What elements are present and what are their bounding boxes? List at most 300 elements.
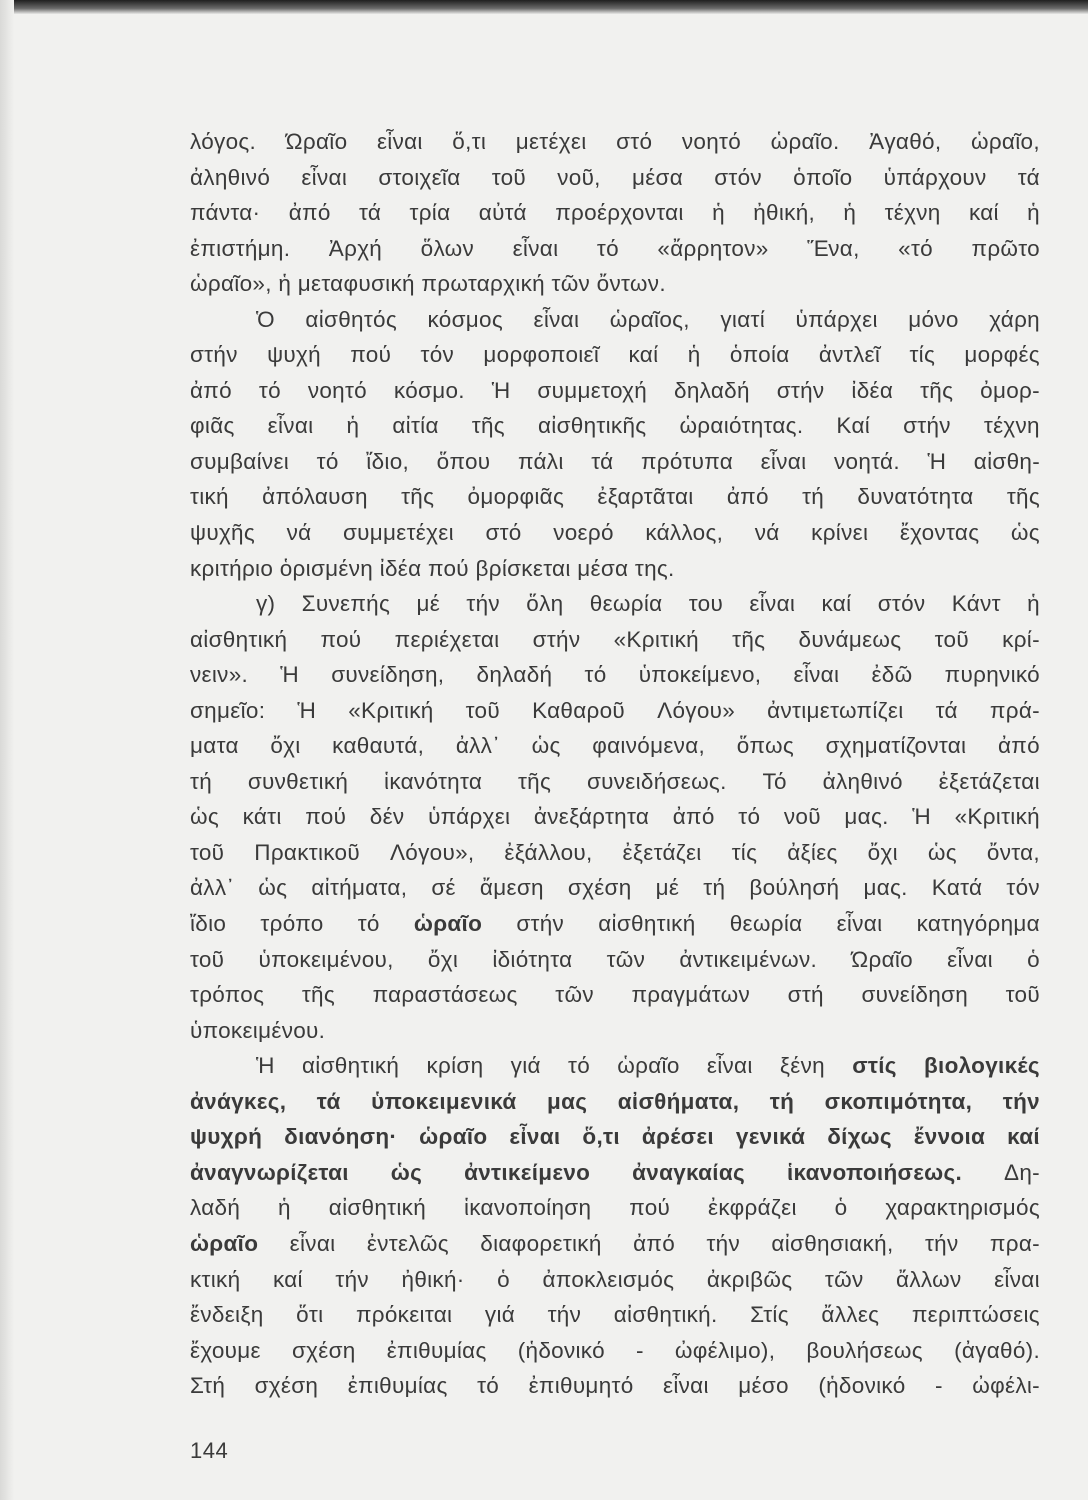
text-word: βρίσκεται — [475, 555, 571, 581]
text-word: Ἡ — [256, 1053, 275, 1079]
text-line — [190, 1297, 1040, 1333]
text-word: στήν — [516, 911, 565, 937]
text-word: δυνάμεως — [798, 626, 902, 652]
text-word: αἰσθητική — [190, 626, 288, 652]
text-word: Πρακτικοῦ — [254, 839, 360, 865]
text-line — [190, 1155, 1040, 1191]
text-word: πού — [305, 804, 347, 830]
text-word: νοερό — [553, 520, 614, 546]
text-word: ψυχή — [267, 342, 321, 368]
text-word: τῆς — [471, 413, 505, 439]
text-word: τοῦ — [1005, 982, 1040, 1008]
text-word: φαινόμενα, — [592, 733, 706, 759]
text-word: ἀπό — [288, 200, 331, 226]
text-word: σχέση — [291, 1337, 356, 1363]
text-word: ὅ,τι — [452, 129, 487, 154]
text-word: ἔχοντας — [899, 520, 980, 546]
text-word: ὡραῖο, — [970, 129, 1040, 154]
text-word: θεωρία — [729, 911, 803, 937]
text-word: τό — [568, 1053, 591, 1079]
text-word: τίς — [909, 342, 936, 368]
text-word: ὑποκειμενικά — [371, 1088, 517, 1114]
text-word: Ἕνα, — [807, 235, 860, 261]
text-word: κάλλος, — [645, 520, 724, 546]
text-word: ὁ — [497, 1266, 510, 1292]
text-word: ὡς — [927, 839, 957, 865]
text-word: τό — [596, 235, 619, 261]
text-word: τά — [316, 1088, 341, 1114]
text-word: Δη- — [1004, 1159, 1040, 1185]
text-word: μέ — [655, 875, 680, 901]
text-word: Λόγου», — [389, 839, 475, 865]
text-word: ἀναγνωρίζεται — [190, 1159, 349, 1185]
text-word: βιολογικές — [924, 1053, 1040, 1079]
text-word: στήν — [903, 413, 951, 439]
text-word: ὡραῖο — [419, 1124, 488, 1150]
text-word: πρόκειται — [355, 1302, 453, 1328]
text-word: Ώραῖο — [285, 129, 348, 154]
text-word: πού — [350, 342, 392, 368]
text-word: μεταφυσική — [297, 271, 415, 297]
text-word: αἰσθητική — [328, 1195, 427, 1221]
text-word: Κάντ — [951, 591, 1001, 617]
text-line — [190, 1119, 1040, 1155]
text-line — [190, 551, 1040, 587]
text-word: «Κριτική — [613, 626, 699, 652]
text-word: ὄντα, — [986, 839, 1040, 865]
text-word: πραγμάτων — [631, 982, 751, 1008]
text-word: - — [636, 1337, 644, 1363]
text-word: τρόπο — [260, 911, 324, 937]
text-word: ἠθική, — [753, 200, 816, 226]
text-word: πυρηνικό — [944, 662, 1040, 688]
text-word: ὠφέλιμο), — [674, 1337, 776, 1363]
text-word: πρῶτο — [971, 235, 1040, 261]
text-word: ὡραῖο — [190, 1230, 259, 1256]
text-word: τά — [935, 697, 958, 723]
text-word: ἄμεση — [479, 875, 544, 901]
text-line — [190, 622, 1040, 658]
text-word: ὀμορ- — [980, 377, 1040, 403]
text-word: τέχνη — [884, 200, 941, 226]
text-word: τά — [358, 200, 382, 226]
text-word: αἰσθητική. — [613, 1302, 718, 1328]
text-line — [190, 337, 1040, 373]
text-word: νά — [286, 520, 312, 546]
text-line — [190, 479, 1040, 515]
text-word: εἶναι — [706, 1053, 753, 1079]
text-word: Συνεπής — [301, 591, 391, 617]
text-word: ὁποία — [729, 342, 790, 368]
text-word: Ώραῖο — [851, 946, 913, 972]
page-number: 144 — [190, 1438, 229, 1463]
text-word: δηλαδή — [476, 662, 553, 688]
text-word: ἀποκλεισμός — [542, 1266, 675, 1292]
text-word: τόν — [1006, 875, 1040, 901]
text-word: ματα — [190, 733, 239, 759]
text-line — [190, 906, 1040, 942]
text-word: μέσα — [631, 164, 684, 190]
text-word: «Κριτική — [348, 697, 434, 723]
text-word: αἰσθητική — [598, 911, 696, 937]
text-word: εἶναι — [509, 1124, 561, 1150]
text-word: ὡραῖο — [617, 1053, 680, 1079]
text-word: ἀληθινό — [822, 768, 903, 794]
text-word: ἡ — [712, 200, 725, 226]
text-word: τήν — [924, 1230, 959, 1256]
text-word: καί — [1007, 1124, 1040, 1150]
text-word: συμμετέχει — [342, 520, 454, 546]
text-word: ἀπό — [190, 377, 232, 403]
text-word: ἴδιο, — [366, 448, 410, 474]
page-top-edge — [0, 0, 1088, 14]
text-word: «Κριτική — [954, 804, 1040, 830]
text-word: ὠφέλι- — [972, 1373, 1040, 1399]
text-word: πρότυπα — [640, 448, 734, 474]
text-word: καί — [272, 1266, 303, 1292]
text-word: περιπτώσεις — [911, 1302, 1040, 1328]
text-word: Ἡ — [491, 377, 511, 403]
text-line — [190, 728, 1040, 764]
text-word: ἐξαρτᾶται — [597, 484, 694, 510]
text-word: νοητό — [307, 377, 367, 403]
text-word: Καί — [836, 413, 871, 439]
text-word: ἡ — [1027, 591, 1040, 617]
text-word: ἰδέα — [379, 555, 422, 581]
text-word: καθαυτά, — [332, 733, 425, 759]
text-word: ὀμορφιᾶς — [467, 484, 565, 510]
text-word: εἶναι — [947, 946, 993, 972]
text-word: ὁποῖο — [793, 164, 853, 190]
text-word: στόν — [714, 164, 762, 190]
text-line — [190, 1333, 1040, 1369]
text-word: ἀξίες — [787, 839, 838, 865]
text-word: ὅλη — [526, 591, 564, 617]
text-word: μέσα — [577, 555, 629, 581]
text-line — [190, 835, 1040, 871]
text-word: τῆς — [1006, 484, 1040, 510]
text-word: τό — [584, 662, 607, 688]
text-word: τή — [703, 875, 726, 901]
text-word: τῶν — [555, 982, 594, 1008]
text-word: ἐπιθυμίας — [386, 1337, 487, 1363]
text-word: ὡραῖος, — [609, 306, 690, 332]
text-word: κόσμο. — [393, 377, 465, 403]
text-line — [190, 657, 1040, 693]
text-word: τήν — [547, 1302, 582, 1328]
text-word: ὅλων — [420, 235, 475, 261]
text-word: προέρχονται — [555, 200, 684, 226]
text-word: ὡς — [190, 804, 220, 830]
text-word: ψυχῆς — [190, 520, 256, 546]
text-word: ἐξάλλου, — [504, 839, 593, 865]
text-word: εἶναι — [994, 1266, 1040, 1292]
text-word: ἐπιστήμη. — [190, 235, 291, 261]
text-line — [190, 408, 1040, 444]
text-word: στίς — [852, 1053, 897, 1079]
text-line — [190, 195, 1040, 231]
text-word: ἡ — [278, 271, 292, 297]
text-word: ἐπιθυμητό — [528, 1373, 634, 1399]
text-word: τοῦ — [465, 697, 500, 723]
text-word: πάλι — [517, 448, 564, 474]
text-word: ἀπό — [726, 484, 769, 510]
text-word: σχέση — [567, 875, 632, 901]
text-word: μορφοποιεῖ — [483, 342, 600, 368]
text-word: γ) — [256, 591, 276, 617]
text-word: τῆς — [920, 377, 954, 403]
text-word: ὑποκειμένου, — [258, 946, 394, 972]
text-word: τό — [738, 804, 761, 830]
text-word: νοητά. — [833, 448, 900, 474]
text-word: τῶν — [824, 1266, 864, 1292]
text-word: ἀνάγκες, — [190, 1088, 287, 1114]
text-word: τό — [357, 911, 380, 937]
text-word: ἴδιο — [190, 911, 227, 937]
text-word: γιά — [484, 1302, 516, 1328]
text-word: ὑπάρχει — [795, 306, 878, 332]
text-word: χάρη — [989, 306, 1040, 332]
text-word: τοῦ — [491, 164, 527, 190]
text-word: εἶναι — [662, 1373, 709, 1399]
text-word: τό — [477, 1373, 500, 1399]
text-line — [190, 764, 1040, 800]
text-word: πού — [629, 1195, 671, 1221]
text-line — [190, 1084, 1040, 1120]
text-word: στοιχεῖα — [378, 164, 461, 190]
text-line — [190, 1262, 1040, 1298]
text-word: περιέχεται — [394, 626, 500, 652]
text-word: καί — [968, 200, 999, 226]
text-word: ὡς — [258, 875, 288, 901]
text-word: παραστάσεως — [372, 982, 518, 1008]
text-word: εἶναι — [301, 164, 348, 190]
text-word: Ἀγαθό, — [869, 129, 942, 154]
text-word: μορφές — [964, 342, 1040, 368]
text-line — [190, 231, 1040, 267]
text-word: κριτήριο — [190, 555, 274, 581]
text-word: Ἡ — [297, 697, 317, 723]
text-word: εἶναι — [267, 413, 314, 439]
text-word: διαφορετική — [480, 1230, 602, 1256]
text-line — [190, 693, 1040, 729]
text-word: ὡς — [531, 733, 561, 759]
text-word: (ἡδονικό — [517, 1337, 605, 1363]
page-binding-shadow — [0, 0, 14, 1500]
text-word: τοῦ — [190, 946, 225, 972]
text-word: νειν». — [190, 662, 249, 688]
text-word: τήν — [466, 591, 500, 617]
text-word: συμβαίνει — [190, 448, 290, 474]
text-word: τίς — [731, 839, 758, 865]
text-word: στό — [485, 520, 522, 546]
text-word: τέχνη — [983, 413, 1040, 439]
text-word: τική — [190, 484, 229, 510]
text-word: ἐντελῶς — [366, 1230, 449, 1256]
text-word: ὡραῖο. — [770, 129, 840, 154]
text-word: ἀρέσει — [641, 1124, 714, 1150]
text-word: Στή — [190, 1373, 226, 1399]
text-word: φιᾶς — [190, 413, 235, 439]
text-word: τόν — [420, 342, 455, 368]
text-word: ἀνεξάρτητα — [533, 804, 650, 830]
text-line — [190, 373, 1040, 409]
text-word: πού — [320, 626, 362, 652]
text-word: πού — [427, 555, 469, 581]
text-word: χαρακτηρισμός — [885, 1195, 1040, 1221]
text-word: αἰσθήματα, — [617, 1088, 740, 1114]
text-word: ἐδῶ — [871, 662, 913, 688]
text-word: τῶν — [606, 946, 646, 972]
text-word: ἀπό — [672, 804, 715, 830]
text-word: καί — [821, 591, 852, 617]
text-word: τό — [316, 448, 339, 474]
text-word: σκοπιμότητα, — [824, 1088, 973, 1114]
text-word: δηλαδή — [674, 377, 750, 403]
text-word: βουλήσεως — [806, 1337, 923, 1363]
text-word: μας. — [863, 875, 908, 901]
text-word: (ἀγαθό). — [954, 1337, 1040, 1363]
text-line — [190, 870, 1040, 906]
text-word: Ὁ — [256, 306, 275, 332]
text-word: λαδή — [190, 1195, 241, 1221]
text-line — [190, 266, 1040, 302]
text-word: αἰσθητός — [305, 306, 397, 332]
text-word: ἄλλων — [896, 1266, 962, 1292]
text-word: ἱκανότητα — [384, 768, 483, 794]
text-word: μετέχει — [515, 129, 587, 154]
text-word: ἀπόλαυση — [262, 484, 368, 510]
text-word: ὡραῖο», — [190, 271, 272, 297]
text-word: τῆς — [401, 484, 435, 510]
text-line — [190, 1048, 1040, 1084]
text-word: ὅπως — [736, 733, 795, 759]
text-word: μόνο — [908, 306, 959, 332]
text-word: ξένη — [779, 1053, 825, 1079]
text-word: θεωρία — [589, 591, 663, 617]
text-word: ὄχι — [867, 839, 898, 865]
text-word: αὐτά — [478, 200, 527, 226]
text-word: τή — [802, 484, 825, 510]
text-word: τῶν — [551, 271, 591, 297]
text-word: νοητό — [681, 129, 742, 154]
text-word: πρα- — [989, 1230, 1040, 1256]
text-word: εἶναι — [793, 662, 840, 688]
text-word: τά — [591, 448, 614, 474]
text-word: ἐπιθυμίας — [347, 1373, 448, 1399]
text-word: ὡς — [1010, 520, 1040, 546]
text-word: τήν — [706, 1230, 740, 1256]
text-word: ἡ — [346, 413, 360, 439]
text-word: Τό — [762, 768, 787, 794]
text-word: σημεῖο: — [190, 697, 266, 723]
text-word: του — [688, 591, 724, 617]
text-word: τῆς — [301, 982, 335, 1008]
text-word: τήν — [1002, 1088, 1040, 1114]
text-word: αἰσθητικῆς — [537, 413, 647, 439]
text-word: συνείδηση, — [331, 662, 445, 688]
text-word: γιά — [510, 1053, 541, 1079]
text-line — [190, 1226, 1040, 1262]
text-word: ἀναγκαίας — [632, 1159, 745, 1185]
text-word: Λόγου» — [657, 697, 736, 723]
text-word: ἀληθινό — [190, 164, 271, 190]
text-word: ἡ — [278, 1195, 291, 1221]
text-line — [190, 799, 1040, 835]
text-word: ἀντικείμενο — [464, 1159, 591, 1185]
text-word: ὄχι — [427, 946, 459, 972]
text-word: κατηγόρημα — [916, 911, 1040, 937]
text-word: κάτι — [242, 804, 282, 830]
text-word: συμμετοχή — [537, 377, 648, 403]
text-word: Ἡ — [927, 448, 947, 474]
text-word: ἀλλ᾽ — [190, 875, 235, 901]
text-word: ὡραῖο — [413, 911, 483, 937]
text-word: ἀκριβῶς — [706, 1266, 793, 1292]
text-word: ὅ,τι — [582, 1124, 620, 1150]
text-word: ἄλλες — [821, 1302, 880, 1328]
text-word: βούλησή — [749, 875, 840, 901]
text-word: ἀλλ᾽ — [455, 733, 501, 759]
text-word: αἰτία — [392, 413, 439, 439]
text-word: δίχως — [827, 1124, 892, 1150]
text-word: «τό — [898, 235, 933, 261]
text-word: εἶναι — [836, 911, 883, 937]
text-line — [190, 942, 1040, 978]
text-word: εἶναι — [533, 306, 580, 332]
text-word: στό — [616, 129, 653, 154]
text-word: κόσμος — [427, 306, 503, 332]
text-word: «ἄρρητον» — [657, 235, 769, 261]
text-word: ἡ — [1027, 200, 1040, 226]
text-word: ἀντιμετωπίζει — [767, 697, 904, 723]
text-word: στή — [787, 982, 824, 1008]
text-word: μας. — [844, 804, 889, 830]
text-line — [190, 1013, 1040, 1049]
text-word: στήν — [532, 626, 581, 652]
text-line — [190, 444, 1040, 480]
text-word: - — [934, 1373, 943, 1399]
text-word: εἶναι — [376, 129, 423, 154]
text-word: ὑπάρχουν — [883, 164, 987, 190]
text-word: νά — [754, 520, 780, 546]
text-word: τοῦ — [934, 626, 969, 652]
text-word: Ἀρχή — [328, 235, 383, 261]
text-word: τό — [258, 377, 281, 403]
text-word: στόν — [877, 591, 926, 617]
text-word: ἰδιότητα — [492, 946, 573, 972]
text-word: αἰσθητική — [301, 1053, 400, 1079]
text-word: ἰδέα — [851, 377, 894, 403]
text-word: Καθαροῦ — [532, 697, 626, 723]
text-word: Ἡ — [912, 804, 931, 830]
text-word: εἶναι — [289, 1230, 336, 1256]
text-word: σχηματίζονται — [825, 733, 967, 759]
text-word: ἔνδειξη — [190, 1302, 264, 1328]
text-word: στήν — [190, 342, 238, 368]
text-word: ἐξετάζει — [622, 839, 702, 865]
text-word: ἱκανοποιήσεως. — [786, 1159, 963, 1185]
text-word: ἡ — [687, 342, 701, 368]
text-line — [190, 977, 1040, 1013]
text-word: τῆς — [732, 626, 766, 652]
text-word: ὑποκειμένου. — [190, 1017, 326, 1043]
text-word: μέ — [416, 591, 441, 617]
text-word: ὅπου — [436, 448, 491, 474]
text-word: αἰτήματα, — [311, 875, 408, 901]
text-word: ἱκανοποίηση — [463, 1195, 592, 1221]
text-word: στήν — [776, 377, 825, 403]
